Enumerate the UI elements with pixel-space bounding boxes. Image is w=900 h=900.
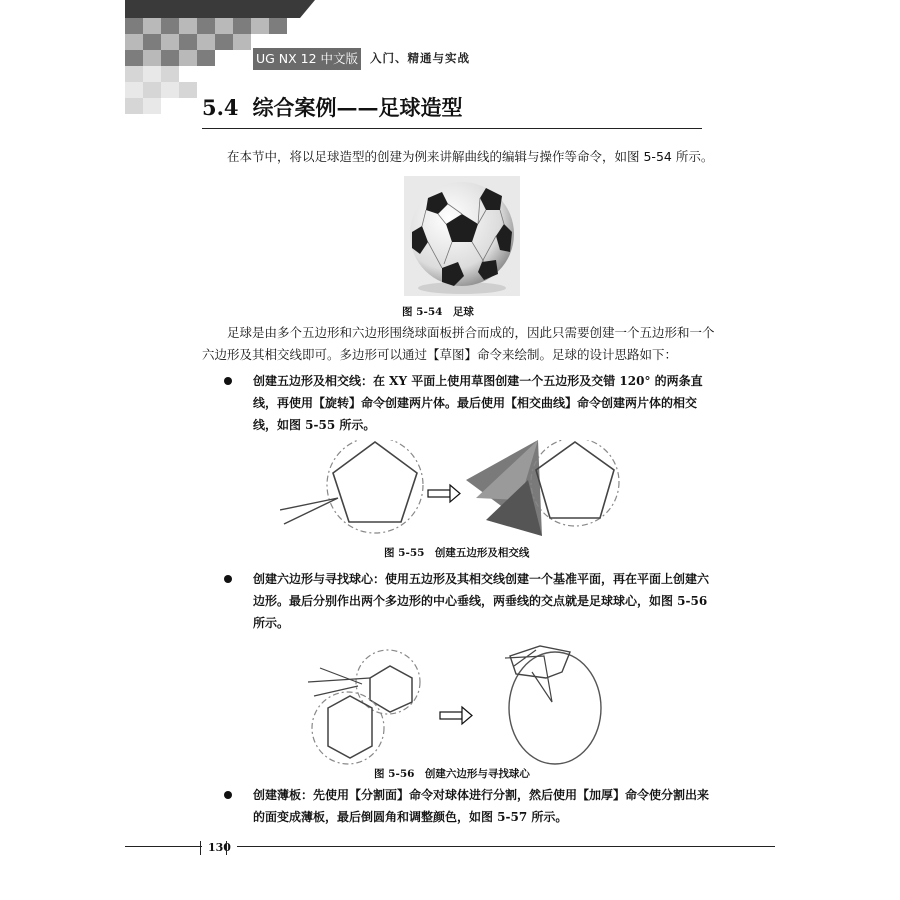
bullet-item	[224, 370, 714, 436]
intro-paragraph: 在本节中，将以足球造型的创建为例来讲解曲线的编辑与操作等命令，如图 5-54 所示。	[227, 149, 714, 164]
bullet-text: 创建五边形及相交线：在 XY 平面上使用草图创建一个五边形及交错 120° 的两条直线，再使用【旋转】命令创建两片体。最后使用【相交曲线】命令创建两片体的相交线，如图 5-55 所示。	[253, 374, 703, 432]
section-heading	[202, 92, 463, 122]
body-paragraph: 足球是由多个五边形和六边形围绕球面板拼合而成的，因此只需要创建一个五边形和一个六边形及其相交线即可。多边形可以通过【草图】命令来绘制。足球的设计思路如下：	[202, 325, 715, 362]
right-arrow-icon	[428, 485, 460, 502]
bullet-dot-icon	[224, 791, 232, 799]
figure-caption-5-56: 图 5-56 创建六边形与寻找球心	[374, 768, 530, 780]
footer-tick	[226, 841, 227, 855]
page-number: 130	[202, 841, 237, 854]
footer-tick	[200, 841, 201, 855]
bullet-dot-icon	[224, 575, 232, 583]
figure-caption-5-55: 图 5-55 创建五边形及相交线	[384, 547, 530, 559]
book-tagline: 入门、精通与实战	[370, 51, 470, 65]
heading-rule	[202, 128, 702, 129]
bullet-item	[224, 568, 714, 634]
book-title-badge: UG NX 12 中文版	[253, 48, 361, 70]
soccer-ball-image	[404, 176, 520, 296]
figure-caption-5-54: 图 5-54 足球	[402, 306, 474, 318]
bullet-text: 创建薄板：先使用【分割面】命令对球体进行分割，然后使用【加厚】命令使分割出来的面变成薄板，最后倒圆角和调整颜色，如图 5-57 所示。	[253, 788, 710, 824]
bullet-text: 创建六边形与寻找球心：使用五边形及其相交线创建一个基准平面，再在平面上创建六边形。最后分别作出两个多边形的中心垂线，两垂线的交点就是足球球心，如图 5-56 所示。	[253, 572, 710, 630]
bullet-dot-icon	[224, 377, 232, 385]
pentagon-intersection-diagram	[280, 440, 640, 540]
section-title: 综合案例——足球造型	[252, 95, 463, 120]
right-arrow-icon	[440, 707, 472, 724]
hexagon-center-diagram	[300, 638, 620, 766]
bullet-item	[224, 784, 714, 828]
section-number: 5.4	[202, 95, 239, 120]
